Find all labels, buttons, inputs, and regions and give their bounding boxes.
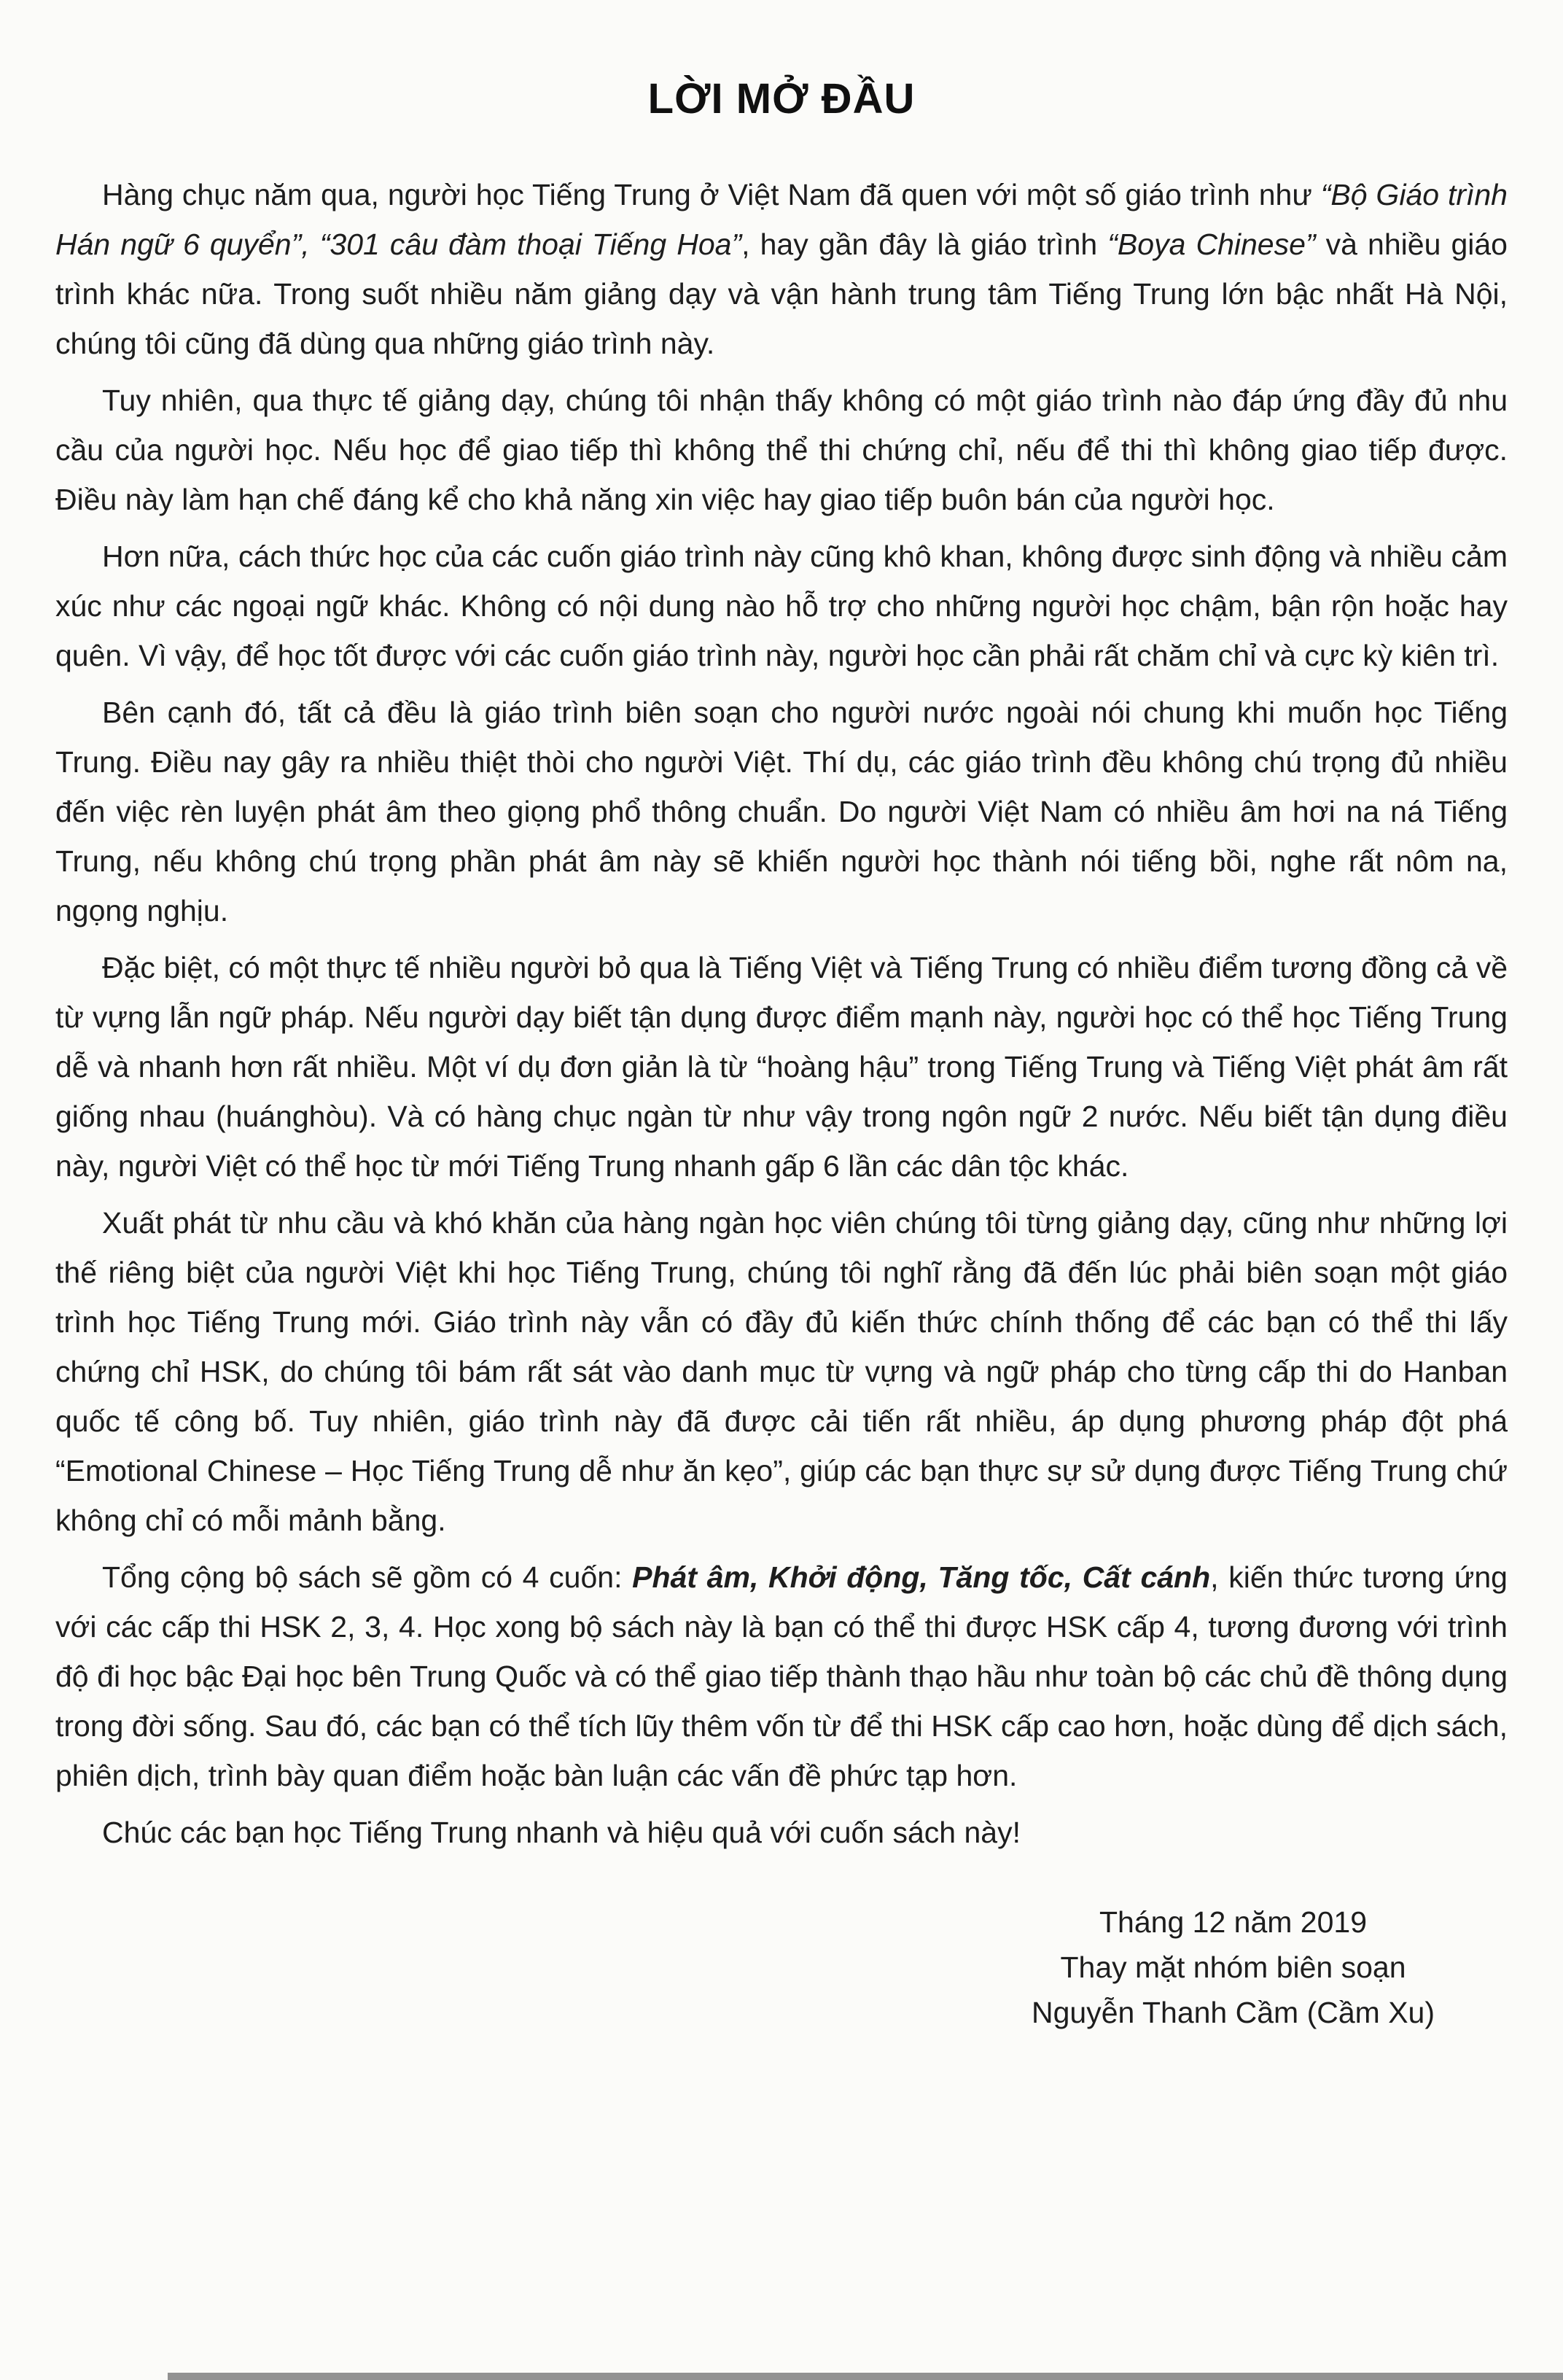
text-segment: Hàng chục năm qua, người học Tiếng Trung ở Việt Nam đã quen với một số giáo trình như xyxy=(102,178,1321,211)
text-segment: “Bộ Giáo trình Hán ngữ 6 quyển”, “301 câu đàm thoại Tiếng Hoa” xyxy=(55,178,1508,261)
paragraph xyxy=(55,688,1508,936)
text-segment: Đặc biệt, có một thực tế nhiều người bỏ qua là Tiếng Việt và Tiếng Trung có nhiều điểm tương đồng cả về từ vựng lẫn ngữ pháp. Nếu người dạy biết tận dụng được điểm mạnh này, người học có thể học Tiếng Trung dễ và nhanh hơn rất nhiều. Một ví dụ đơn giản là từ “hoàng hậu” trong Tiếng Trung và Tiếng Việt phát âm rất giống nhau (huánghòu). Và có hàng chục ngàn từ như vậy trong ngôn ngữ 2 nước. Nếu biết tận dụng điều này, người Việt có thể học từ mới Tiếng Trung nhanh gấp 6 lần các dân tộc khác. xyxy=(55,951,1508,1183)
page-title: LỜI MỞ ĐẦU xyxy=(647,75,916,122)
signature-name: Nguyễn Thanh Cầm (Cầm Xu) xyxy=(1032,1996,1435,2029)
signature-role: Thay mặt nhóm biên soạn xyxy=(1060,1951,1406,1984)
paragraph xyxy=(55,170,1508,368)
text-segment: , hay gần đây là giáo trình xyxy=(741,228,1108,261)
text-segment: Xuất phát từ nhu cầu và khó khăn của hàng ngàn học viên chúng tôi từng giảng dạy, cũng như những lợi thế riêng biệt của người Việt khi học Tiếng Trung, chúng tôi nghĩ rằng đã đến lúc phải biên soạn một giáo trình học Tiếng Trung mới. Giáo trình này vẫn có đầy đủ kiến thức chính thống để các bạn có thể thi lấy chứng chỉ HSK, do chúng tôi bám rất sát vào danh mục từ vựng và ngữ pháp cho từng cấp thi do Hanban quốc tế công bố. Tuy nhiên, giáo trình này đã được cải tiến rất nhiều, áp dụng phương pháp đột phá “Emotional Chinese – Học Tiếng Trung dễ như ăn kẹo”, giúp các bạn thực sự sử dụng được Tiếng Trung chứ không chỉ có mỗi mảnh bằng. xyxy=(55,1206,1508,1537)
paragraph xyxy=(55,532,1508,680)
paragraph xyxy=(55,943,1508,1191)
text-segment: , kiến thức tương ứng với các cấp thi HSK 2, 3, 4. Học xong bộ sách này là bạn có thể thi được HSK cấp 4, tương đương với trình độ đi học bậc Đại học bên Trung Quốc và có thể giao tiếp thành thạo hầu như toàn bộ các chủ đề thông dụng trong đời sống. Sau đó, các bạn có thể tích lũy thêm vốn từ để thi HSK cấp cao hơn, hoặc dùng để dịch sách, phiên dịch, trình bày quan điểm hoặc bàn luận các vấn đề phức tạp hơn. xyxy=(55,1560,1508,1792)
paragraph xyxy=(55,1808,1508,1857)
text-segment: Chúc các bạn học Tiếng Trung nhanh và hiệu quả với cuốn sách này! xyxy=(102,1816,1021,1849)
scan-edge-artifact xyxy=(168,2373,1563,2380)
signature-block xyxy=(1032,1899,1435,2035)
text-segment: và nhiều giáo trình khác nữa. Trong suốt nhiều năm giảng dạy và vận hành trung tâm Tiếng Trung lớn bậc nhất Hà Nội, chúng tôi cũng đã dùng qua những giáo trình này. xyxy=(55,228,1508,360)
text-segment: Tổng cộng bộ sách sẽ gồm có 4 cuốn: xyxy=(102,1560,633,1594)
text-segment: “Boya Chinese” xyxy=(1107,228,1316,261)
paragraph xyxy=(55,376,1508,524)
paragraph xyxy=(55,1198,1508,1545)
text-segment: Bên cạnh đó, tất cả đều là giáo trình biên soạn cho người nước ngoài nói chung khi muốn học Tiếng Trung. Điều nay gây ra nhiều thiệt thòi cho người Việt. Thí dụ, các giáo trình đều không chú trọng đủ nhiều đến việc rèn luyện phát âm theo giọng phổ thông chuẩn. Do người Việt Nam có nhiều âm hơi na ná Tiếng Trung, nếu không chú trọng phần phát âm này sẽ khiến người học thành nói tiếng bồi, nghe rất nôm na, ngọng nghịu. xyxy=(55,696,1508,928)
text-segment: Phát âm, Khởi động, Tăng tốc, Cất cánh xyxy=(632,1560,1211,1594)
text-segment: Tuy nhiên, qua thực tế giảng dạy, chúng tôi nhận thấy không có một giáo trình nào đáp ứng đầy đủ nhu cầu của người học. Nếu học để giao tiếp thì không thể thi chứng chỉ, nếu để thi thì không giao tiếp được. Điều này làm hạn chế đáng kể cho khả năng xin việc hay giao tiếp buôn bán của người học. xyxy=(55,384,1508,516)
signature-date: Tháng 12 năm 2019 xyxy=(1099,1905,1367,1939)
body-text xyxy=(55,170,1508,1857)
text-segment: Hơn nữa, cách thức học của các cuốn giáo trình này cũng khô khan, không được sinh động và nhiều cảm xúc như các ngoại ngữ khác. Không có nội dung nào hỗ trợ cho những người học chậm, bận rộn hoặc hay quên. Vì vậy, để học tốt được với các cuốn giáo trình này, người học cần phải rất chăm chỉ và cực kỳ kiên trì. xyxy=(55,540,1508,672)
paragraph xyxy=(55,1552,1508,1800)
